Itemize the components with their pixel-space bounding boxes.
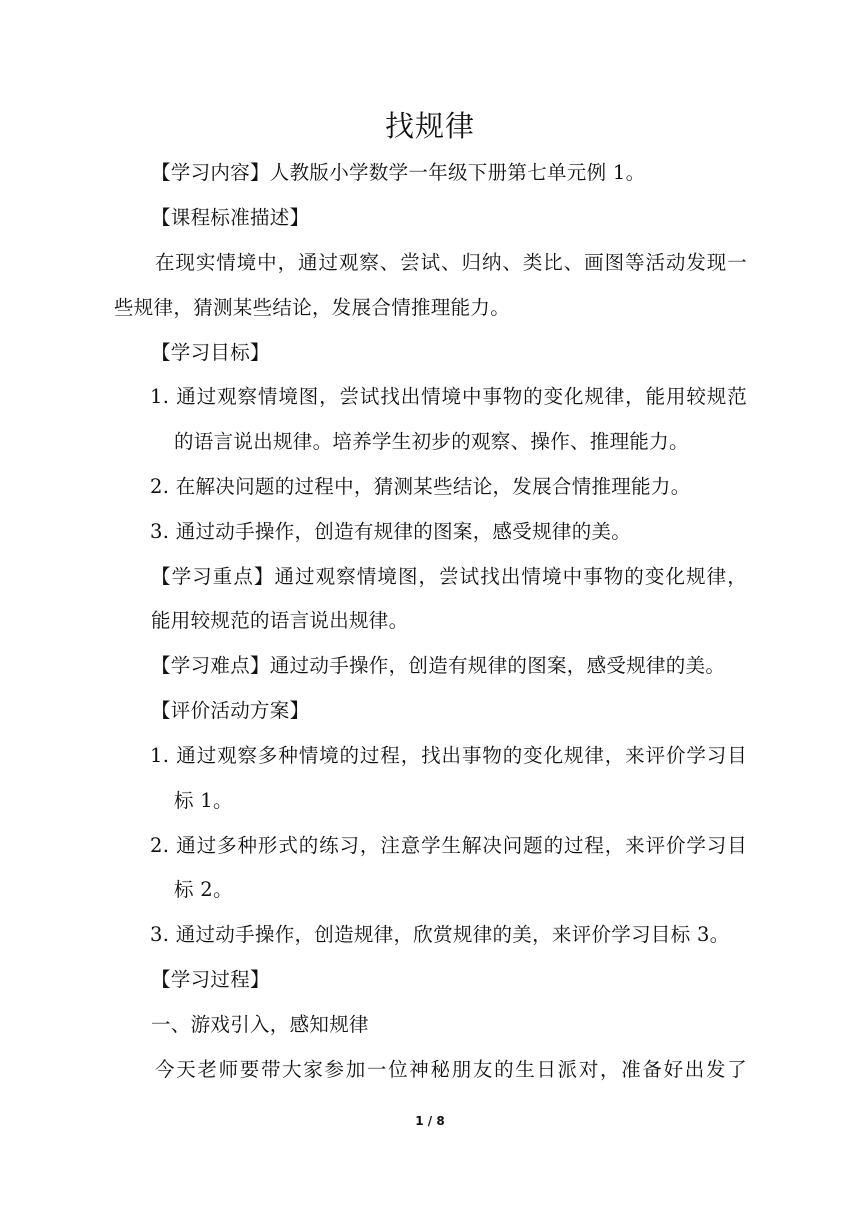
key-point-line-2: 能用较规范的语言说出规律。 (151, 609, 409, 632)
learning-process-heading: 【学习过程】 (151, 968, 270, 991)
curriculum-standard-text-line-2: 些规律，猜测某些结论，发展合情推理能力。 (114, 296, 511, 319)
section-1-heading: 一、游戏引入，感知规律 (151, 1013, 369, 1036)
learning-objectives-heading: 【学习目标】 (151, 341, 270, 364)
curriculum-standard-text-line-1: 在现实情境中，通过观察、尝试、归纳、类比、画图等活动发现一 (155, 251, 747, 274)
evaluation-2-line-1: 2. 通过多种形式的练习，注意学生解决问题的过程，来评价学习目 (150, 834, 747, 857)
evaluation-1-line-2: 标 1。 (174, 789, 233, 812)
objective-3: 3. 通过动手操作，创造有规律的图案，感受规律的美。 (150, 520, 632, 543)
key-point-line-1: 【学习重点】通过观察情境图，尝试找出情境中事物的变化规律， (151, 565, 747, 588)
page-number: 1 / 8 (415, 1114, 445, 1128)
curriculum-standard-heading: 【课程标准描述】 (151, 206, 310, 229)
objective-2: 2. 在解决问题的过程中，猜测某些结论，发展合情推理能力。 (150, 475, 691, 498)
evaluation-1-line-1: 1. 通过观察多种情境的过程，找出事物的变化规律，来评价学习目 (150, 744, 747, 767)
learning-content-line: 【学习内容】人教版小学数学一年级下册第七单元例 1。 (151, 161, 646, 184)
objective-1-line-2: 的语言说出规律。培养学生初步的观察、操作、推理能力。 (174, 430, 689, 453)
section-1-text-line-1: 今天老师要带大家参加一位神秘朋友的生日派对，准备好出发了 (155, 1058, 747, 1081)
document-title: 找规律 (384, 109, 475, 143)
evaluation-2-line-2: 标 2。 (174, 878, 233, 901)
evaluation-3: 3. 通过动手操作，创造规律，欣赏规律的美，来评价学习目标 3。 (150, 923, 730, 946)
evaluation-plan-heading: 【评价活动方案】 (151, 699, 310, 722)
difficult-point: 【学习难点】通过动手操作，创造有规律的图案，感受规律的美。 (151, 654, 726, 677)
objective-1-line-1: 1. 通过观察情境图，尝试找出情境中事物的变化规律，能用较规范 (150, 385, 747, 408)
